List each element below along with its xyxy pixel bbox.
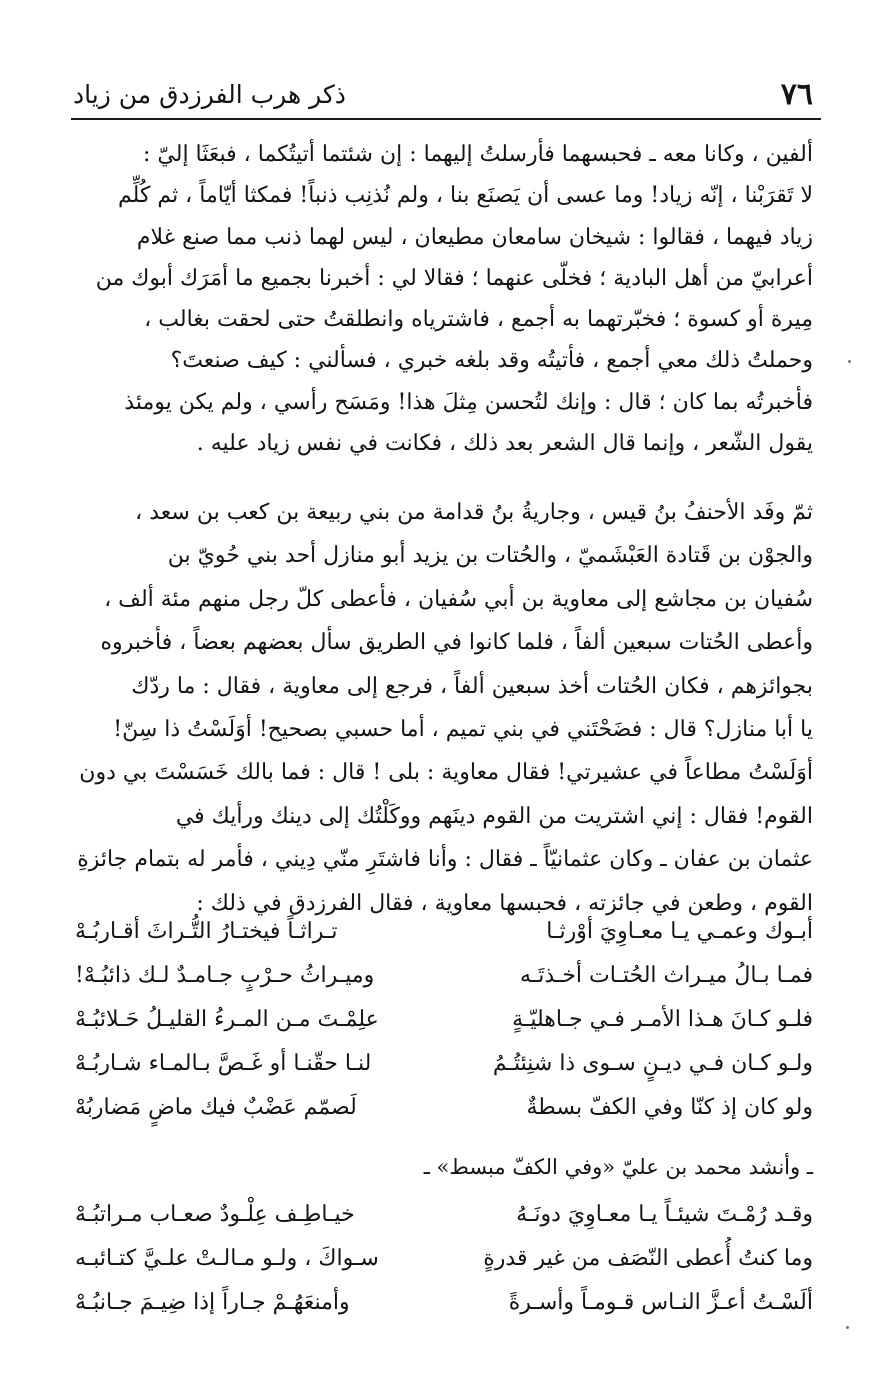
verse-second-hemistich: علِمْـتَ مـن المـرءُ القليـلُ حَـلائبُـهْ	[75, 1007, 379, 1032]
text-line: والجوْن بن قَتادة العَبْشَميّ ، والحُتات بن يزيد أبو منازل أحد بني حُويّ بن	[167, 543, 813, 569]
verse	[75, 954, 813, 998]
verse-second-hemistich: وأمنعَهُـمْ جـاراً إذا ضِيـمَ جـانبُـهْ	[75, 1290, 350, 1315]
text-line: بجوائزهم ، فكان الحُتات أخذ سبعين ألفاً ، فرجع إلى معاوية ، فقال : ما ردّك	[131, 673, 813, 699]
verse-first-hemistich: وما كنتُ أُعطى النّصَف من غير قدرةٍ	[483, 1246, 813, 1271]
text-line: فأخبرتُه بما كان ؛ قال : وإنك لتُحسن مِثلَ هذا! ومَسَح رأسي ، ولم يكن يومئذ	[124, 389, 813, 415]
text-line: مِيرة أو كسوة ؛ فخبّرتهما به أجمع ، فاشترياه وانطلقتُ حتى لحقت بغالب ،	[144, 307, 813, 333]
running-title: ذكر هرب الفرزدق من زياد	[73, 80, 346, 109]
verse-second-hemistich: وميـراثُ حـرْبٍ جـامـدٌ لـك ذائبُـهْ!	[75, 963, 375, 988]
text-line: وحملتُ ذلك معي أجمع ، فأتيتُه وقد بلغه خبري ، فسألني : كيف صنعتَ؟	[170, 348, 813, 374]
verse-first-hemistich: أبـوك وعمـي يـا معـاوِيَ أوْرثـا	[546, 919, 813, 944]
verse-second-hemistich: سـواكَ ، ولـو مـالـتْ علـيَّ كتـائبـه	[75, 1246, 379, 1271]
verse	[75, 1042, 813, 1086]
header-rule	[71, 118, 821, 120]
verse-first-hemistich: ولـو كـان فـي ديـنٍ سـوى ذا شنِئتُـمُ	[492, 1051, 813, 1076]
verse-second-hemistich: تـراثـاً فيختـارُ التُّـراثَ أقـاربُـهْ	[75, 919, 338, 944]
verse-second-hemistich: خيـاطِـف عِلْـودٌ صعـاب مـراتبُـهْ	[75, 1202, 355, 1227]
verse	[75, 1193, 813, 1237]
verse-first-hemistich: فمـا بـالُ ميـراث الحُتـات أخـذتَـه	[519, 963, 813, 988]
verse-first-hemistich: فلـو كـانَ هـذا الأمـر فـي جـاهليّـةٍ	[512, 1007, 813, 1032]
paragraph-2	[75, 491, 813, 925]
text-line: لا تَقرَبْنا ، إنّه زياد! وما عسى أن يَصنَع بنا ، ولم نُذنِب ذنباً! فمكثا أيّاماً ، ثم كُلِّم	[118, 183, 813, 209]
verse-first-hemistich: ألَسْـتُ أعـزَّ النـاس قـومـاً وأسـرةً	[508, 1290, 813, 1315]
running-head	[73, 72, 813, 112]
page-number: ٧٦	[780, 77, 813, 112]
poem-1	[75, 910, 813, 1130]
poem-2	[75, 1193, 813, 1325]
paragraph-1	[75, 134, 813, 464]
verse-first-hemistich: وقـد رُمْـتَ شيئـاً يـا معـاوِيَ دونَـهُ	[516, 1202, 813, 1227]
scan-speck	[846, 1326, 849, 1329]
verse	[75, 1281, 813, 1325]
verse-first-hemistich: ولو كان إذ كنّا وفي الكفّ بسطةٌ	[526, 1095, 813, 1120]
verse	[75, 1086, 813, 1130]
text-line: زياد فيهما ، فقالوا : شيخان سامعان مطيعان ، ليس لهما ذنب مما صنع غلام	[136, 224, 813, 250]
text-line: أوَلَسْتُ مطاعاً في عشيرتي! فقال معاوية : بلى ! قال : فما بالك خَسَسْتَ بي دون	[79, 760, 813, 786]
scan-speck	[848, 360, 851, 363]
text-line: عثمان بن عفان ـ وكان عثمانيّاً ـ فقال : وأنا فاشتَرِ منّي دِيني ، فأمر له بتمام جائزةِ	[77, 847, 813, 873]
text-line: أعرابيّ من أهل البادية ؛ فخلّى عنهما ؛ فقالا لي : أخبرنا بجميع ما أمَرَك أبوك من	[95, 265, 813, 291]
text-line: ألفين ، وكانا معه ـ فحبسهما فأرسلتُ إليهما : إن شئتما أتيتُكما ، فبعَثَا إليّ :	[143, 142, 813, 167]
text-line: القوم ، وطعن في جائزته ، فحبسها معاوية ، فقال الفرزدق في ذلك :	[196, 890, 813, 916]
verse-second-hemistich: لَصمّم عَضْبٌ فيك ماضٍ مَضاربُهْ	[75, 1095, 357, 1120]
text-line: القوم! فقال : إني اشتريت من القوم دينَهم ووكَلْتُك إلى دينك ورأيك في	[175, 803, 813, 829]
verse	[75, 910, 813, 954]
text-line: وأعطى الحُتات سبعين ألفاً ، فلما كانوا في الطريق سأل بعضهم بعضاً ، فأخبروه	[100, 630, 813, 656]
verse-second-hemistich: لنـا حقّنـا أو غَـصَّ بـالمـاء شـاربُـهْ	[75, 1051, 372, 1076]
text-line: ثمّ وفَد الأحنفُ بنُ قيس ، وجاريةُ بنُ قدامة من بني ربيعة بن كعب بن سعد ،	[135, 500, 813, 525]
verse	[75, 998, 813, 1042]
variant-note: ـ وأنشد محمد بن عليّ «وفي الكفّ مبسط» ـ	[423, 1155, 813, 1179]
text-line: يقول الشّعر ، وإنما قال الشعر بعد ذلك ، فكانت في نفس زياد عليه .	[196, 431, 813, 457]
verse	[75, 1237, 813, 1281]
text-line: يا أبا منازل؟ قال : فضَحْتَني في بني تميم ، أما حسبي بصحيح! أوَلَسْتُ ذا سِنّ!	[113, 717, 813, 743]
text-line: سُفيان بن مجاشع إلى معاوية بن أبي سُفيان ، فأعطى كلّ رجل منهم مئة ألف ،	[104, 586, 813, 612]
